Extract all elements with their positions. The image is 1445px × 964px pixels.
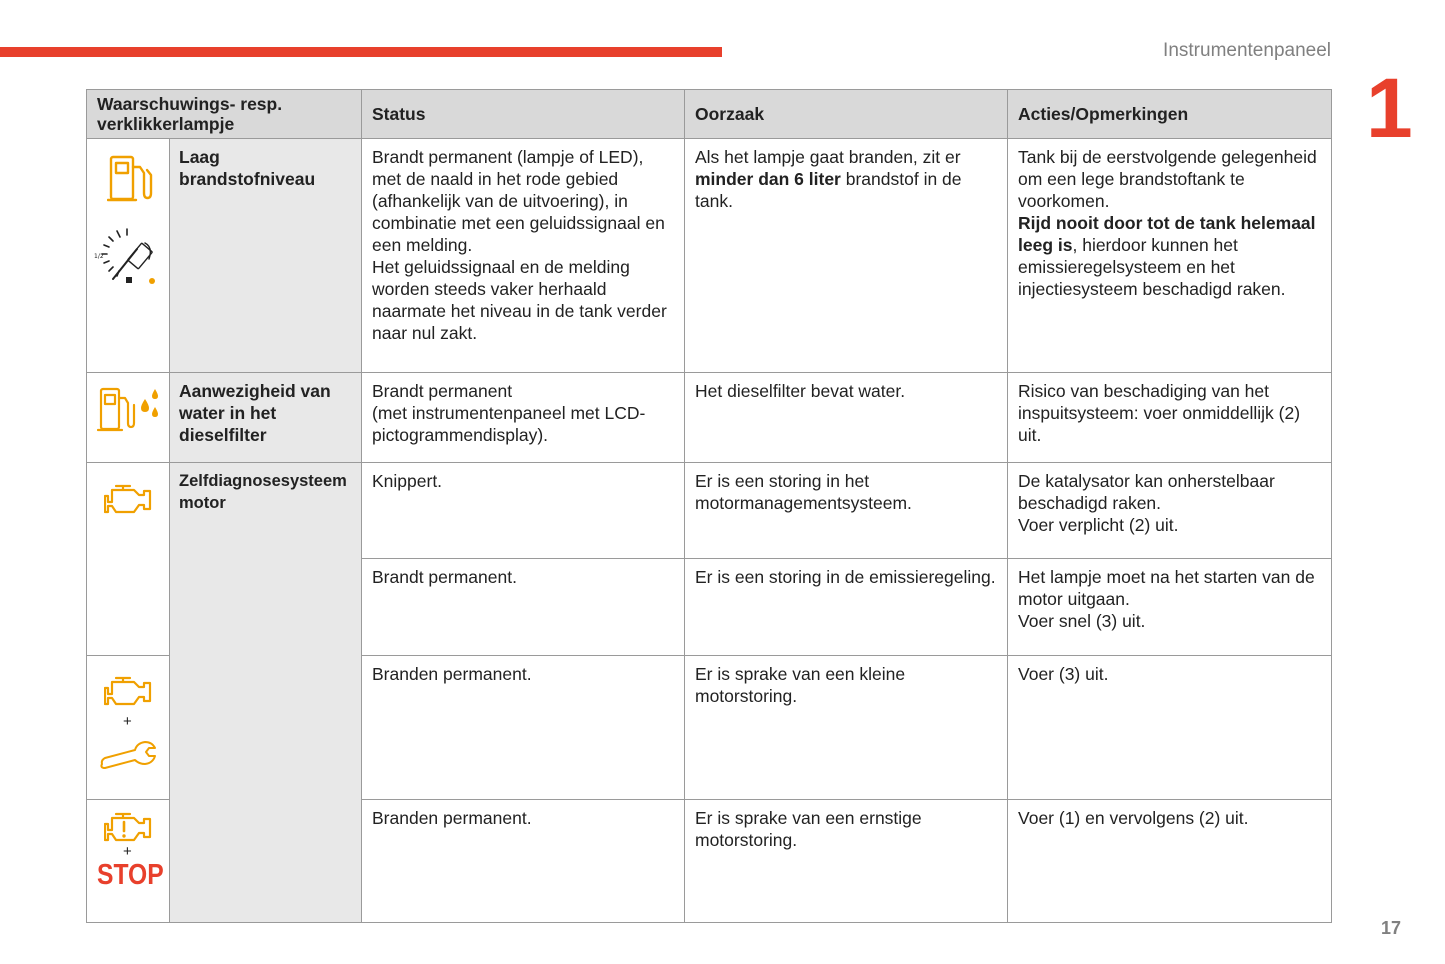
cause-text-bold: minder dan 6 liter bbox=[695, 169, 841, 189]
status-cell-water-in-diesel: Brandt permanent (met instrumentenpaneel met LCD-pictogrammendisplay). bbox=[361, 372, 685, 463]
engine-icon bbox=[104, 480, 154, 516]
plus-sign: + bbox=[123, 713, 132, 730]
icon-cell-engine-stop bbox=[86, 799, 170, 923]
row-label-low-fuel: Laag brandstofniveau bbox=[169, 138, 362, 373]
section-title: Instrumentenpaneel bbox=[1163, 40, 1331, 61]
plus-sign: + bbox=[123, 843, 132, 860]
cause-cell-engine-blinking: Er is een storing in het motormanagementsysteem. bbox=[684, 462, 1008, 559]
col-header-lamp: Waarschuwings- resp. verklikkerlampje bbox=[86, 89, 362, 139]
row-label-water-in-diesel: Aanwezigheid van water in het dieselfilter bbox=[169, 372, 362, 463]
cause-cell-engine-stop: Er is sprake van een ernstige motorstoring. bbox=[684, 799, 1008, 923]
cause-text: brandstof in de tank. bbox=[695, 169, 962, 211]
water-in-diesel-icon bbox=[97, 385, 161, 435]
status-cell-engine-wrench: Branden permanent. bbox=[361, 655, 685, 800]
actions-text: Tank bij de eerstvolgende gelegenheid om een lege brandstoftank te voorkomen. bbox=[1018, 147, 1317, 211]
icon-cell-low-fuel bbox=[86, 138, 170, 373]
chapter-number: 1 bbox=[1366, 61, 1413, 155]
status-cell-low-fuel: Brandt permanent (lampje of LED), met de naald in het rode gebied (afhankelijk van de uitvoering), in combinatie met een geluidssignaal en een melding. Het geluidssignaal en de melding worden steeds vaker herhaald naarmate het niveau in de tank verder naar nul zakt. bbox=[361, 138, 685, 373]
cause-cell-engine-permanent: Er is een storing in de emissieregeling. bbox=[684, 558, 1008, 656]
actions-text-bold: Rijd nooit door tot de tank helemaal leeg is bbox=[1018, 213, 1316, 255]
cause-cell-water-in-diesel: Het dieselfilter bevat water. bbox=[684, 372, 1008, 463]
page-number: 17 bbox=[1381, 918, 1402, 938]
actions-cell-engine-wrench: Voer (3) uit. bbox=[1007, 655, 1332, 800]
icon-cell-water-in-diesel bbox=[86, 372, 170, 463]
wrench-icon bbox=[99, 740, 157, 770]
actions-text: , hierdoor kunnen het emissieregelsysteem en het injectiesysteem beschadigd raken. bbox=[1018, 235, 1286, 299]
actions-cell-engine-permanent: Het lampje moet na het starten van de motor uitgaan. Voer snel (3) uit. bbox=[1007, 558, 1332, 656]
actions-cell-engine-blinking: De katalysator kan onherstelbaar beschadigd raken. Voer verplicht (2) uit. bbox=[1007, 462, 1332, 559]
status-cell-engine-blinking: Knippert. bbox=[361, 462, 685, 559]
fuel-gauge-icon bbox=[93, 227, 161, 287]
status-cell-engine-stop: Branden permanent. bbox=[361, 799, 685, 923]
actions-cell-water-in-diesel: Risico van beschadiging van het inspuitsysteem: voer onmiddellijk (2) uit. bbox=[1007, 372, 1332, 463]
svg-text:1/2: 1/2 bbox=[94, 253, 104, 260]
cause-cell-engine-wrench: Er is sprake van een kleine motorstoring. bbox=[684, 655, 1008, 800]
engine-alert-icon bbox=[104, 808, 154, 844]
cause-text: Als het lampje gaat branden, zit er bbox=[695, 147, 961, 167]
status-cell-engine-permanent: Brandt permanent. bbox=[361, 558, 685, 656]
fuel-pump-icon bbox=[107, 153, 153, 205]
engine-icon bbox=[104, 672, 154, 708]
row-label-engine-diagnosis: Zelfdiagnosesysteem motor bbox=[169, 462, 362, 923]
icon-cell-engine bbox=[86, 462, 170, 656]
actions-cell-engine-stop: Voer (1) en vervolgens (2) uit. bbox=[1007, 799, 1332, 923]
cause-cell-low-fuel bbox=[684, 138, 1008, 373]
stop-icon: STOP bbox=[97, 859, 164, 891]
icon-cell-engine-wrench bbox=[86, 655, 170, 800]
actions-cell-low-fuel bbox=[1007, 138, 1332, 373]
col-header-cause: Oorzaak bbox=[684, 89, 1008, 139]
col-header-actions: Acties/Opmerkingen bbox=[1007, 89, 1332, 139]
col-header-status: Status bbox=[361, 89, 685, 139]
header-accent-bar bbox=[0, 47, 722, 57]
